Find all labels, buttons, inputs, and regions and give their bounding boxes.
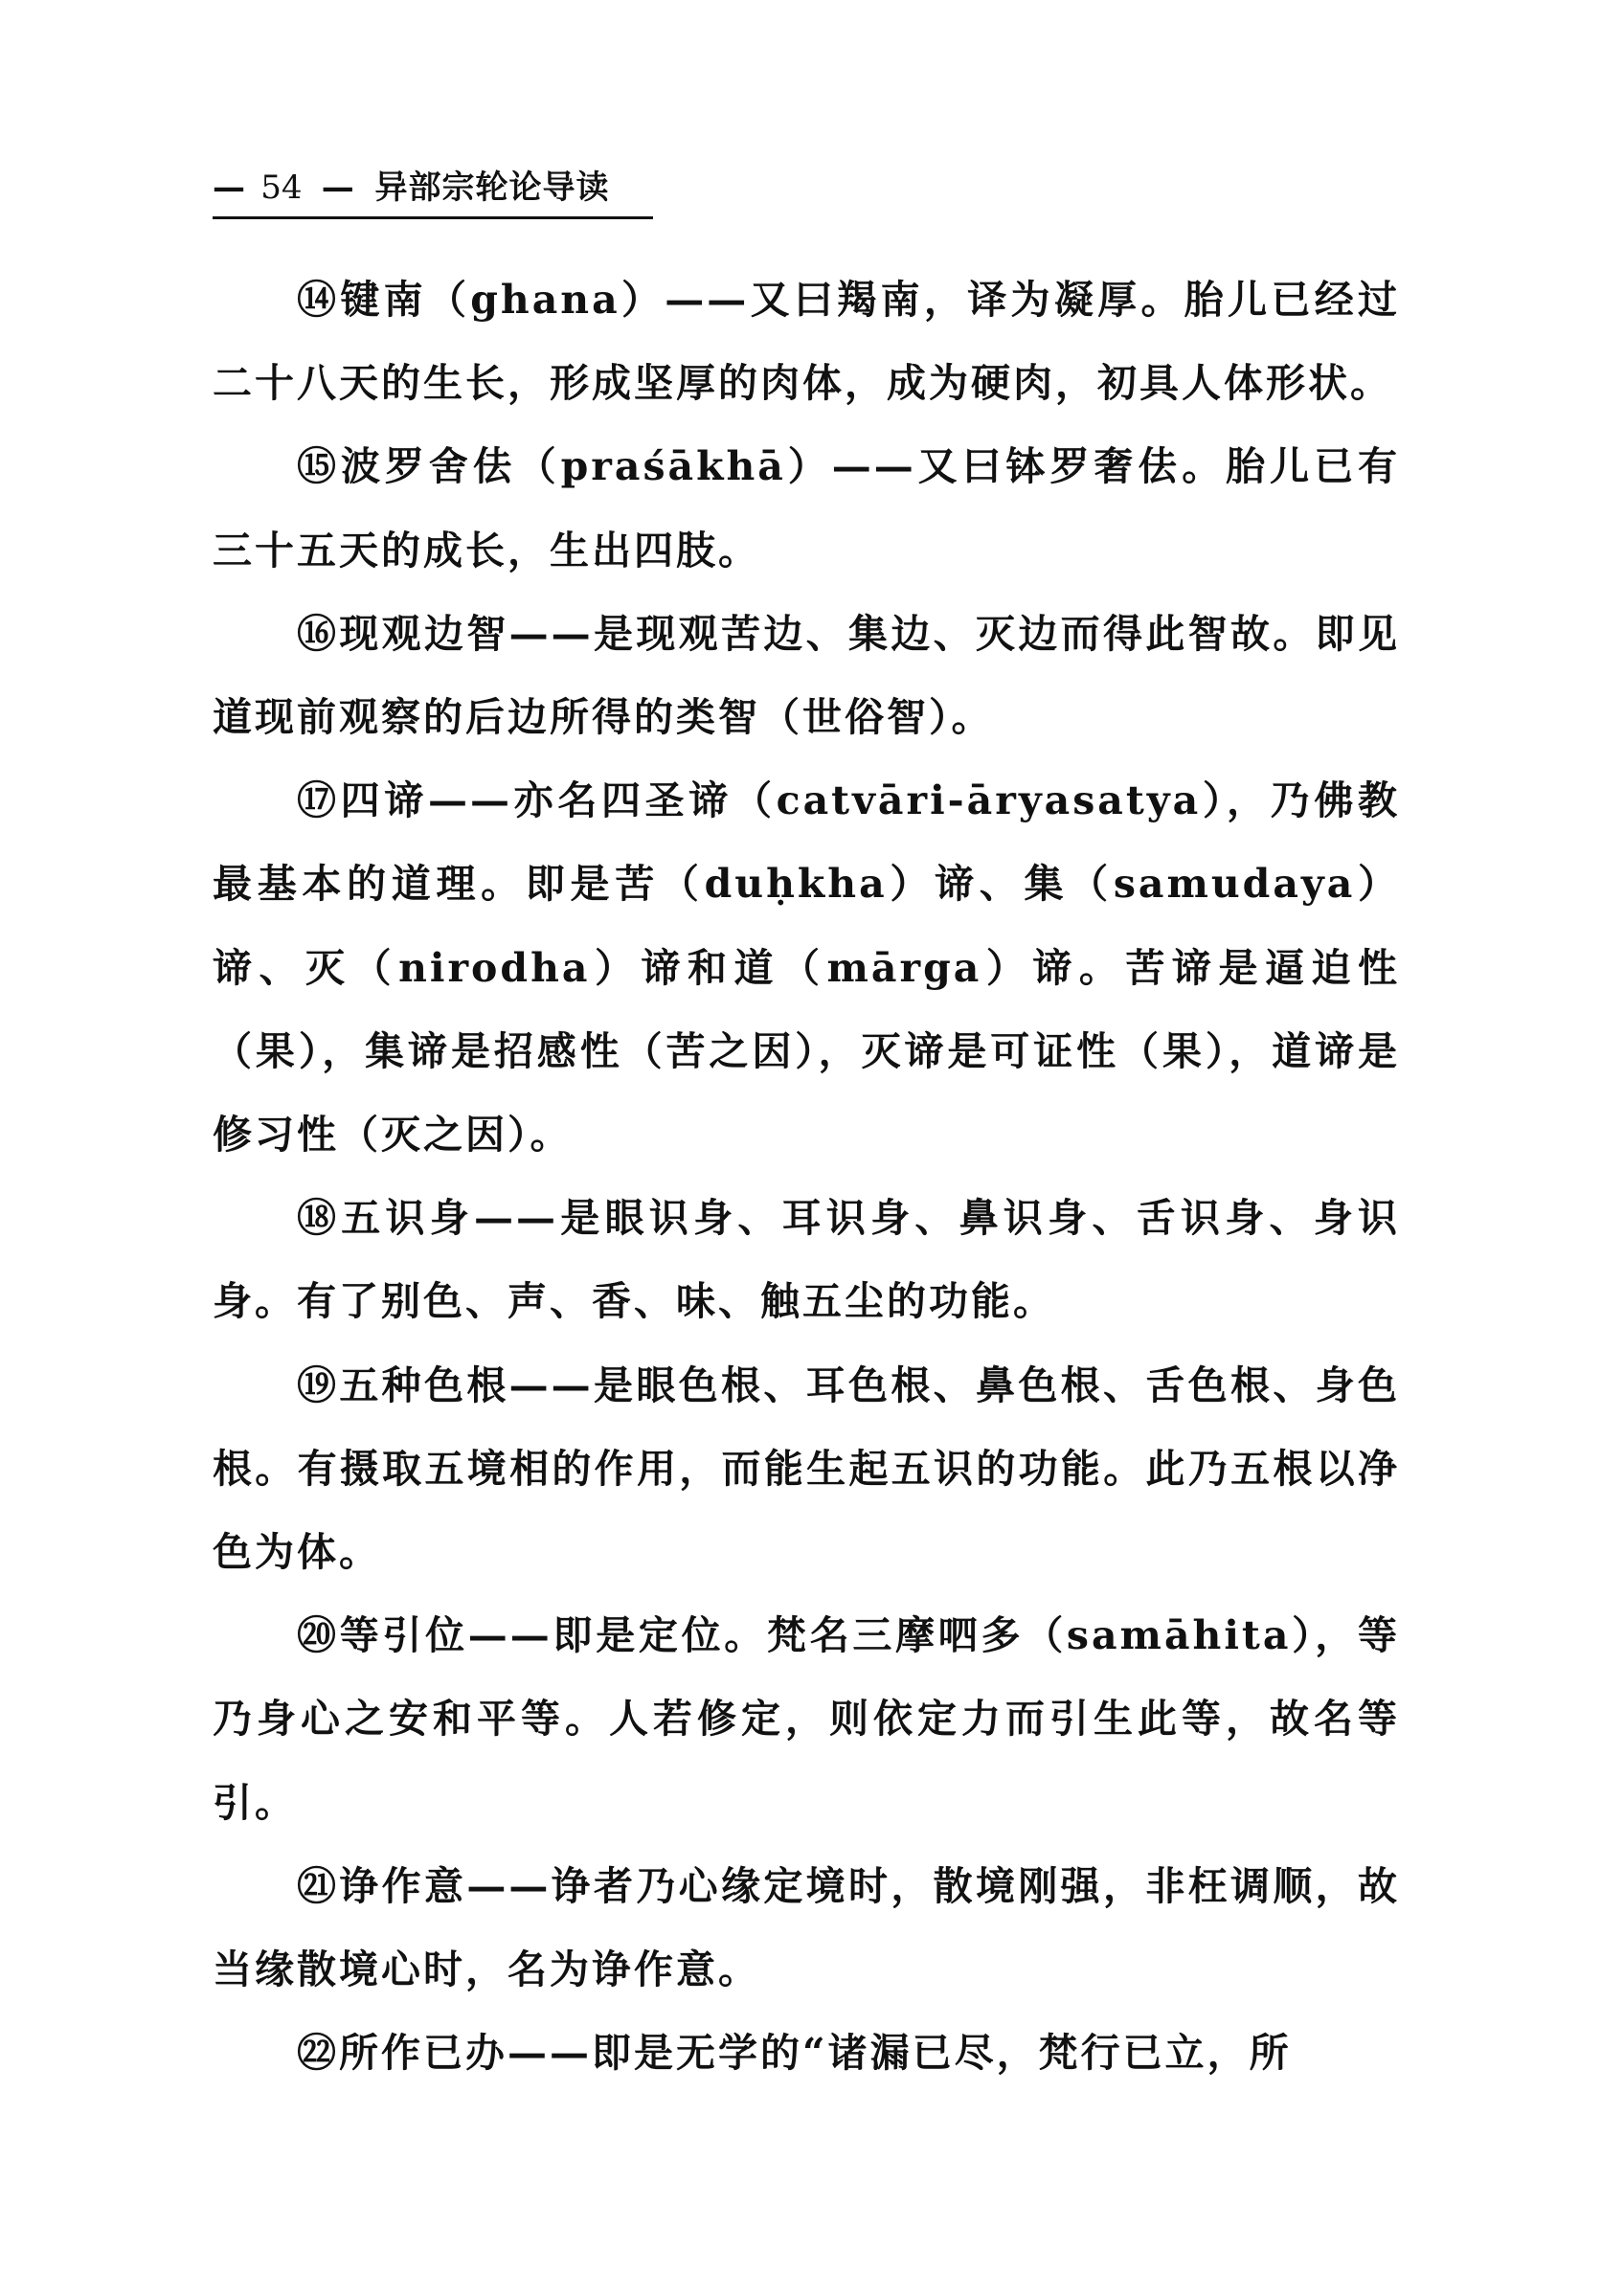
note-text: 诤作意——诤者乃心缘定境时，散境刚强，非枉调顺，故当缘散境心时，名为诤作意。: [213, 1862, 1401, 1993]
note-text: 四谛——亦名四圣谛（catvāri-āryasatya），乃佛教最基本的道理。即是苦（duḥkha）谛、集（samudaya）谛、灭（nirodha）谛和道（mārga）谛。苦谛是逼迫性（果），集谛是招感性（苦之因），灭谛是可证性（果），道谛是修习性（灭之因）。: [213, 777, 1400, 1159]
note-19: [213, 1344, 1400, 1595]
note-marker: ⑯: [297, 610, 340, 657]
note-text: 键南（ghana）——又曰羯南，译为凝厚。胎儿已经过二十八天的生长，形成坚厚的肉体，成为硬肉，初具人体形状。: [213, 277, 1401, 407]
note-text: 波罗舍佉（praśākhā）——又曰钵罗奢佉。胎儿已有三十五天的成长，生出四肢。: [213, 443, 1401, 574]
note-marker: ⑳: [297, 1612, 340, 1659]
note-15: [213, 425, 1400, 592]
note-14: [213, 259, 1400, 425]
note-marker: ⑭: [297, 277, 341, 323]
note-marker: ⑰: [297, 777, 341, 824]
note-marker: ⑱: [297, 1195, 342, 1242]
note-18: [213, 1177, 1400, 1343]
note-17: [213, 759, 1400, 1177]
note-20: [213, 1594, 1400, 1845]
header-dash-right: —: [321, 169, 354, 207]
note-marker: ⑲: [297, 1361, 340, 1408]
note-marker: ⑮: [297, 443, 341, 490]
page-number: 54: [260, 169, 303, 207]
note-22: [213, 2012, 1400, 2095]
note-marker: ㉒: [297, 2030, 339, 2077]
note-16: [213, 593, 1400, 759]
note-text: 五识身——是眼识身、耳识身、鼻识身、舌识身、身识身。有了别色、声、香、味、触五尘的功能。: [213, 1195, 1401, 1325]
running-header: [213, 161, 653, 219]
note-text: 五种色根——是眼色根、耳色根、鼻色根、舌色根、身色根。有摄取五境相的作用，而能生起五识的功能。此乃五根以净色为体。: [213, 1361, 1401, 1576]
note-text: 所作已办——即是无学的“诸漏已尽，梵行已立，所: [339, 2030, 1292, 2077]
note-text: 等引位——即是定位。梵名三摩呬多（samāhita），等乃身心之安和平等。人若修定，则依定力而引生此等，故名等引。: [213, 1612, 1401, 1826]
notes-body: [213, 259, 1400, 2095]
note-text: 现观边智——是现观苦边、集边、灭边而得此智故。即见道现前观察的后边所得的类智（世俗智）。: [213, 610, 1401, 741]
header-dash-left: —: [213, 169, 245, 207]
note-marker: ㉑: [297, 1862, 340, 1909]
note-21: [213, 1845, 1400, 2012]
book-title: 异部宗轮论导读: [374, 169, 610, 207]
